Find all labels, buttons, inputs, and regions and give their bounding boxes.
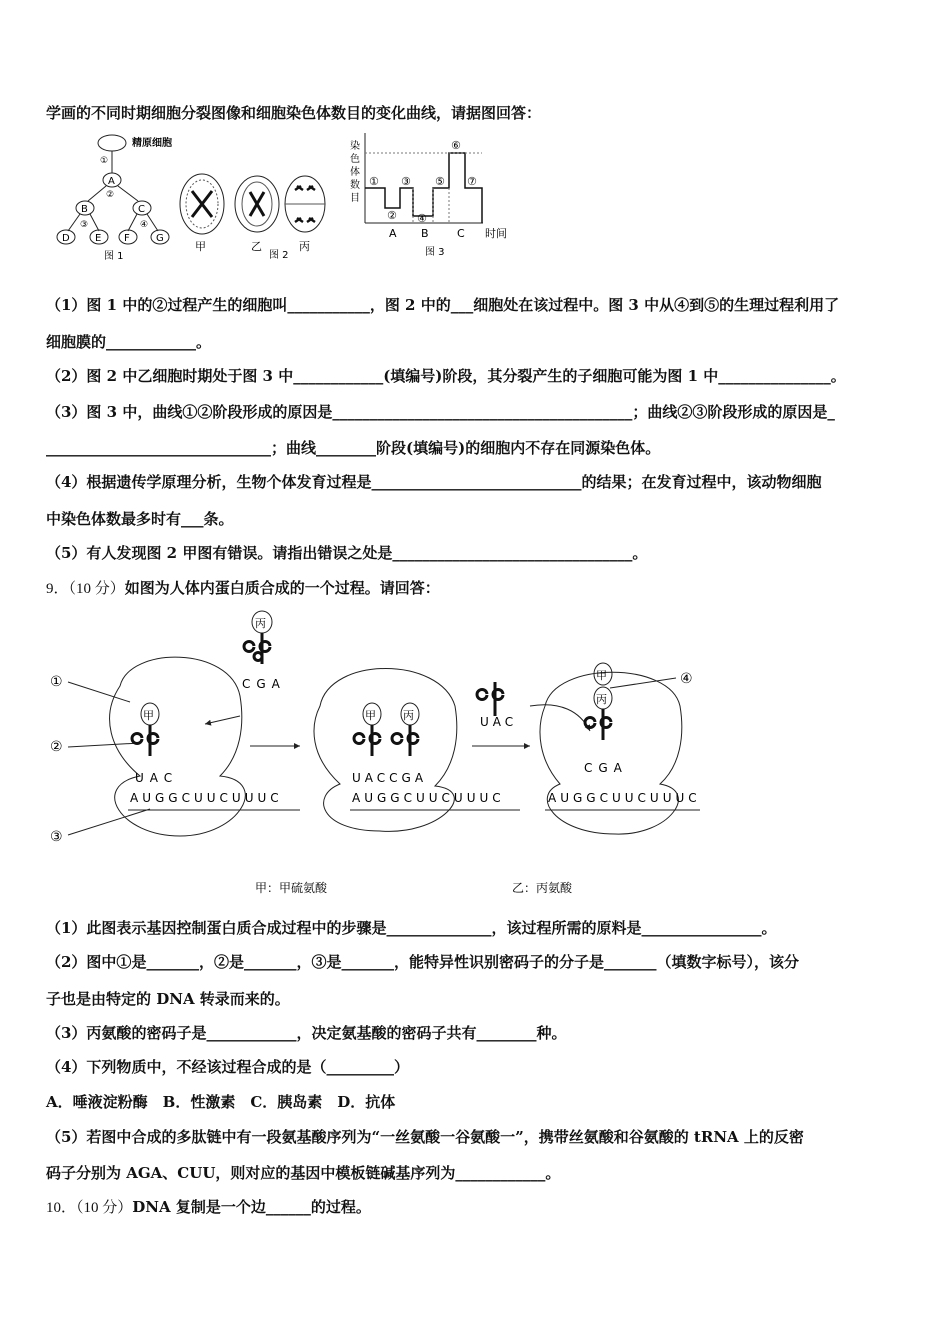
callout-4: ④	[680, 671, 693, 687]
fig3-stage-6: ⑥	[451, 139, 461, 152]
fig3-ylabel-5: 目	[350, 193, 360, 204]
fig2-label-yi: 乙	[251, 240, 262, 253]
callout-3: ③	[50, 829, 63, 845]
fig3-ylabel-3: 体	[350, 167, 360, 178]
q8-line-1: （1）图 1 中的②过程产生的细胞叫___________，图 2 中的___细胞处在该过程中。图 3 中从④到⑤的生理过程利用了	[46, 296, 840, 314]
panel2-trna-label-jia: 甲	[365, 709, 376, 722]
fig3-caption: 图 3	[425, 247, 445, 258]
q9-number: 9．（10 分）	[46, 581, 125, 597]
q8-line-3: （2）图 2 中乙细胞时期处于图 3 中____________(填编号)阶段，其分裂产生的子细胞可能为图 1 中_______________。	[46, 367, 846, 385]
q9-stem: 如图为人体内蛋白质合成的一个过程。请回答：	[124, 579, 440, 597]
translation-diagram	[40, 606, 730, 896]
fig3-stage-4: ④	[417, 212, 427, 225]
fig1-step-2: ②	[106, 190, 115, 200]
fig3-stage-2: ②	[387, 209, 397, 222]
q8-line-2: 细胞膜的____________。	[46, 333, 212, 351]
q9-line-7: （5）若图中合成的多肽链中有一段氨基酸序列为“一丝氨酸一谷氨酸一”，携带丝氨酸和谷氨酸的 tRNA 上的反密	[46, 1128, 804, 1146]
panel3-mrna: AUGGCUUCUUUC	[548, 791, 701, 805]
fig3-ylabel-1: 染	[350, 141, 360, 152]
fig3-stage-3: ③	[401, 175, 411, 188]
fig3-xtick-a: A	[389, 227, 397, 240]
fig1-node-g: G	[156, 233, 164, 244]
fig1-node-f: F	[124, 233, 130, 244]
fig1-caption: 图 1	[104, 251, 124, 262]
fig3-ylabel-4: 数	[350, 180, 360, 191]
legend-jia: 甲：甲硫氨酸	[255, 881, 328, 895]
legend-yi: 乙：丙氨酸	[512, 881, 573, 895]
q10-heading	[46, 1197, 371, 1218]
fig3-stage-7: ⑦	[467, 175, 477, 188]
fig3-xtick-b: B	[421, 227, 429, 240]
q8-line-4: （3）图 3 中，曲线①②阶段形成的原因是________________________________________；曲线②③阶段形成的原因是_	[46, 403, 835, 421]
panel1-trna-label-jia: 甲	[143, 709, 154, 722]
q9-line-4: （3）丙氨酸的密码子是____________，决定氨基酸的密码子共有________种。	[46, 1024, 567, 1042]
q9-line-5: （4）下列物质中，不经该过程合成的是（_________）	[46, 1058, 409, 1076]
panel2-anticodon: UACCGA	[352, 771, 428, 785]
fig1-node-b: B	[81, 204, 88, 215]
figure-1-lineage	[52, 133, 187, 265]
figure-2-cells	[177, 166, 329, 262]
fig2-label-jia: 甲	[195, 240, 206, 253]
free-trna-anticodon: UAC	[480, 715, 518, 729]
fig1-step-4: ④	[140, 220, 149, 230]
fig3-stage-5: ⑤	[435, 175, 445, 188]
panel3-trna-label-jia: 甲	[596, 669, 607, 682]
fig1-step-3: ③	[80, 220, 89, 230]
q8-line-7: 中染色体数最多时有___条。	[46, 510, 234, 528]
panel3-anticodon: CGA	[584, 761, 628, 775]
free-trna-label-bing: 丙	[255, 617, 266, 630]
intro-text: 学画的不同时期细胞分裂图像和细胞染色体数目的变化曲线，请据图回答：	[46, 104, 542, 122]
fig1-node-a: A	[108, 176, 115, 187]
q8-line-5: ______________________________；曲线________阶段(填编号)的细胞内不存在同源染色体。	[46, 439, 661, 457]
figure-3-chromosome-curve	[345, 133, 520, 263]
q10-stem: DNA 复制是一个边______的过程。	[132, 1198, 371, 1216]
fig3-xtick-c: C	[457, 227, 465, 240]
panel2-trna-label-bing: 丙	[403, 709, 414, 722]
q9-line-3: 子也是由特定的 DNA 转录而来的。	[46, 990, 290, 1008]
q9-line-2: （2）图中①是_______，②是_______，③是_______，能特异性识别密码子的分子是_______（填数字标号），该分	[46, 953, 799, 971]
callout-1: ①	[50, 674, 63, 690]
fig2-label-bing: 丙	[299, 240, 310, 253]
q9-line-8: 码子分别为 AGA、CUU，则对应的基因中模板链碱基序列为____________。	[46, 1164, 561, 1182]
free-trna-codon: CGA	[242, 677, 286, 691]
fig1-step-1: ①	[100, 156, 109, 166]
panel3-trna-label-bing: 丙	[596, 693, 607, 706]
fig2-caption: 图 2	[269, 250, 289, 261]
q9-line-6: A．唾液淀粉酶 B．性激素 C．胰岛素 D．抗体	[46, 1093, 396, 1111]
q8-line-8: （5）有人发现图 2 甲图有错误。请指出错误之处是________________________________。	[46, 544, 648, 562]
panel2-mrna: AUGGCUUCUUUC	[352, 791, 505, 805]
q9-line-1: （1）此图表示基因控制蛋白质合成过程中的步骤是______________，该过程所需的原料是________________。	[46, 919, 777, 937]
q9-heading	[46, 578, 440, 599]
panel1-anticodon: UAC	[135, 771, 179, 785]
fig1-node-e: E	[95, 233, 102, 244]
q10-number: 10．（10 分）	[46, 1200, 133, 1216]
callout-2: ②	[50, 739, 63, 755]
q8-line-6: （4）根据遗传学原理分析，生物个体发育过程是____________________________的结果；在发育过程中，该动物细胞	[46, 473, 822, 491]
fig1-title: 精原细胞	[132, 138, 172, 149]
fig3-xlabel: 时间	[485, 227, 507, 240]
panel1-mrna: AUGGCUUCUUUC	[130, 791, 283, 805]
fig3-ylabel-2: 色	[350, 154, 360, 165]
fig3-stage-1: ①	[369, 175, 379, 188]
fig1-node-c: C	[138, 204, 145, 215]
fig1-node-d: D	[62, 233, 70, 244]
